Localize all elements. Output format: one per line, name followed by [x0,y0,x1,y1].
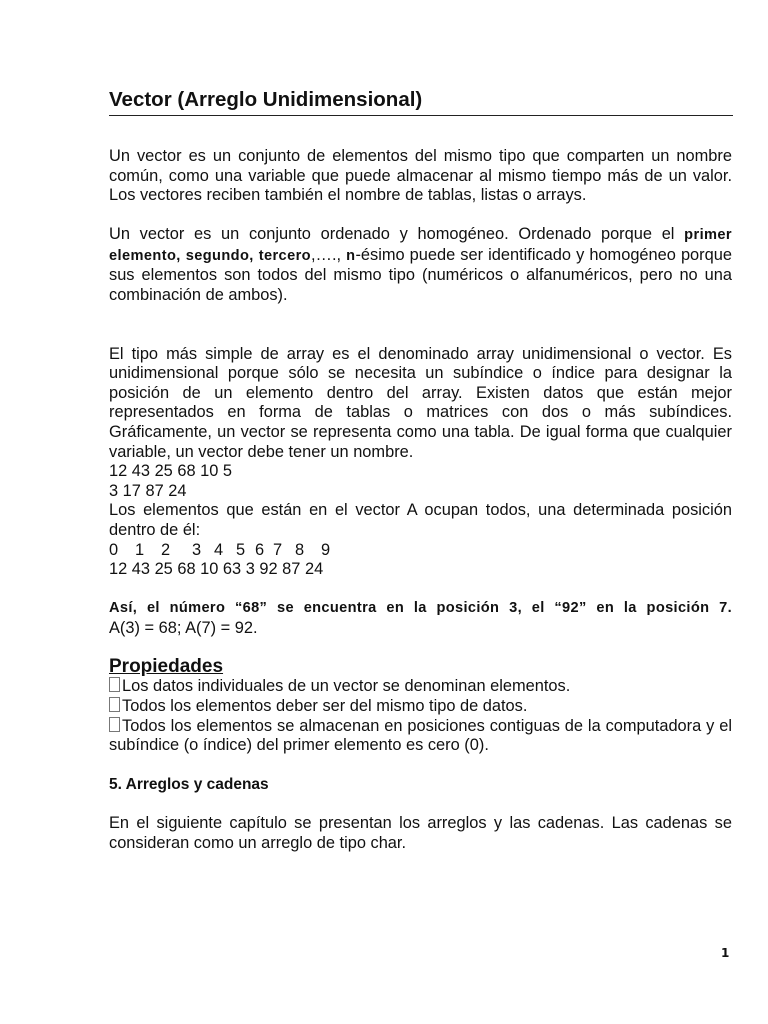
index-cell: 9 [321,540,331,559]
index-cell: 3 [192,540,202,559]
index-row [109,541,732,561]
page-title: Vector (Arreglo Unidimensional) [109,86,733,116]
paragraph-arreglos-cadenas: En el siguiente capítulo se presentan los arreglos y las cadenas. Las cadenas se consideran como un arreglo de tipo char. [109,814,732,853]
index-cell: 7 [273,540,283,559]
page-number: 1 [721,946,730,960]
index-cell: 6 [255,540,265,559]
section-heading-propiedades: Propiedades [109,656,224,678]
ellipsis-dots: ,…., [311,245,347,264]
example-formula: A(3) = 68; A(7) = 92. [109,618,258,637]
property-item: Todos los elementos se almacenan en posiciones contiguas de la computadora y el subíndice (o índice) del primer elemento es cero (0). [109,716,732,755]
index-cell: 8 [295,540,305,559]
paragraph-ordered-homogeneous [109,225,732,305]
term-primer-elemento: primer elemento [109,227,732,264]
paragraph-array-types: El tipo más simple de array es el denominado array unidimensional o vector. Es unidimensional porque sólo se necesita un subíndice o índice para designar la posición de un elemento dentro del array. Existen datos que están mejor representados en forma de tablas o matrices con dos o más subíndices. Gráficamente, un vector se representa como una tabla. De igual forma que cualquier variable, un vector debe tener un nombre. [109,344,732,461]
bullet-box-icon [109,717,120,732]
paragraph-ordered-start: Un vector es un conjunto ordenado y homogéneo. Ordenado porque el [109,225,675,244]
bullet-box-icon [109,677,120,692]
comma-1: , [176,247,186,264]
term-tercero: tercero [258,247,311,264]
index-cell: 0 [109,540,119,559]
property-item: Los datos individuales de un vector se denominan elementos. [109,677,732,697]
index-cell: 5 [236,540,246,559]
paragraph-positions: Los elementos que están en el vector A ocupan todos, una determinada posición dentro de él: [109,501,732,539]
vector-values-line-1: 12 43 25 68 10 5 [109,462,233,481]
index-cell: 1 [135,540,145,559]
term-n: n [346,247,356,264]
paragraph-definition: Un vector es un conjunto de elementos del mismo tipo que comparten un nombre común, como una variable que puede almacenar al mismo tiempo más de un valor. Los vectores reciben también el nombre de tablas, listas o arrays. [109,147,732,205]
vector-values-full: 12 43 25 68 10 63 3 92 87 24 [109,560,324,579]
paragraph-ordered-rest: -ésimo puede ser identificado y homogéneo porque sus elementos son todos del mismo tipo (numéricos o alfanuméricos, pero no una combinación de ambos). [109,245,732,305]
index-cell: 4 [214,540,224,559]
vector-values-line-2: 3 17 87 24 [109,481,187,500]
section-heading-arreglos-cadenas: 5. Arreglos y cadenas [109,776,269,794]
property-item: Todos los elementos deber ser del mismo tipo de datos. [109,697,732,717]
document-body [109,147,732,854]
example-sentence: Así, el número “68” se encuentra en la posición 3, el “92” en la posición 7. [109,600,732,617]
index-cell: 2 [161,540,171,559]
comma-2: , [249,247,259,264]
bullet-box-icon [109,697,120,712]
term-segundo: segundo [185,247,250,264]
